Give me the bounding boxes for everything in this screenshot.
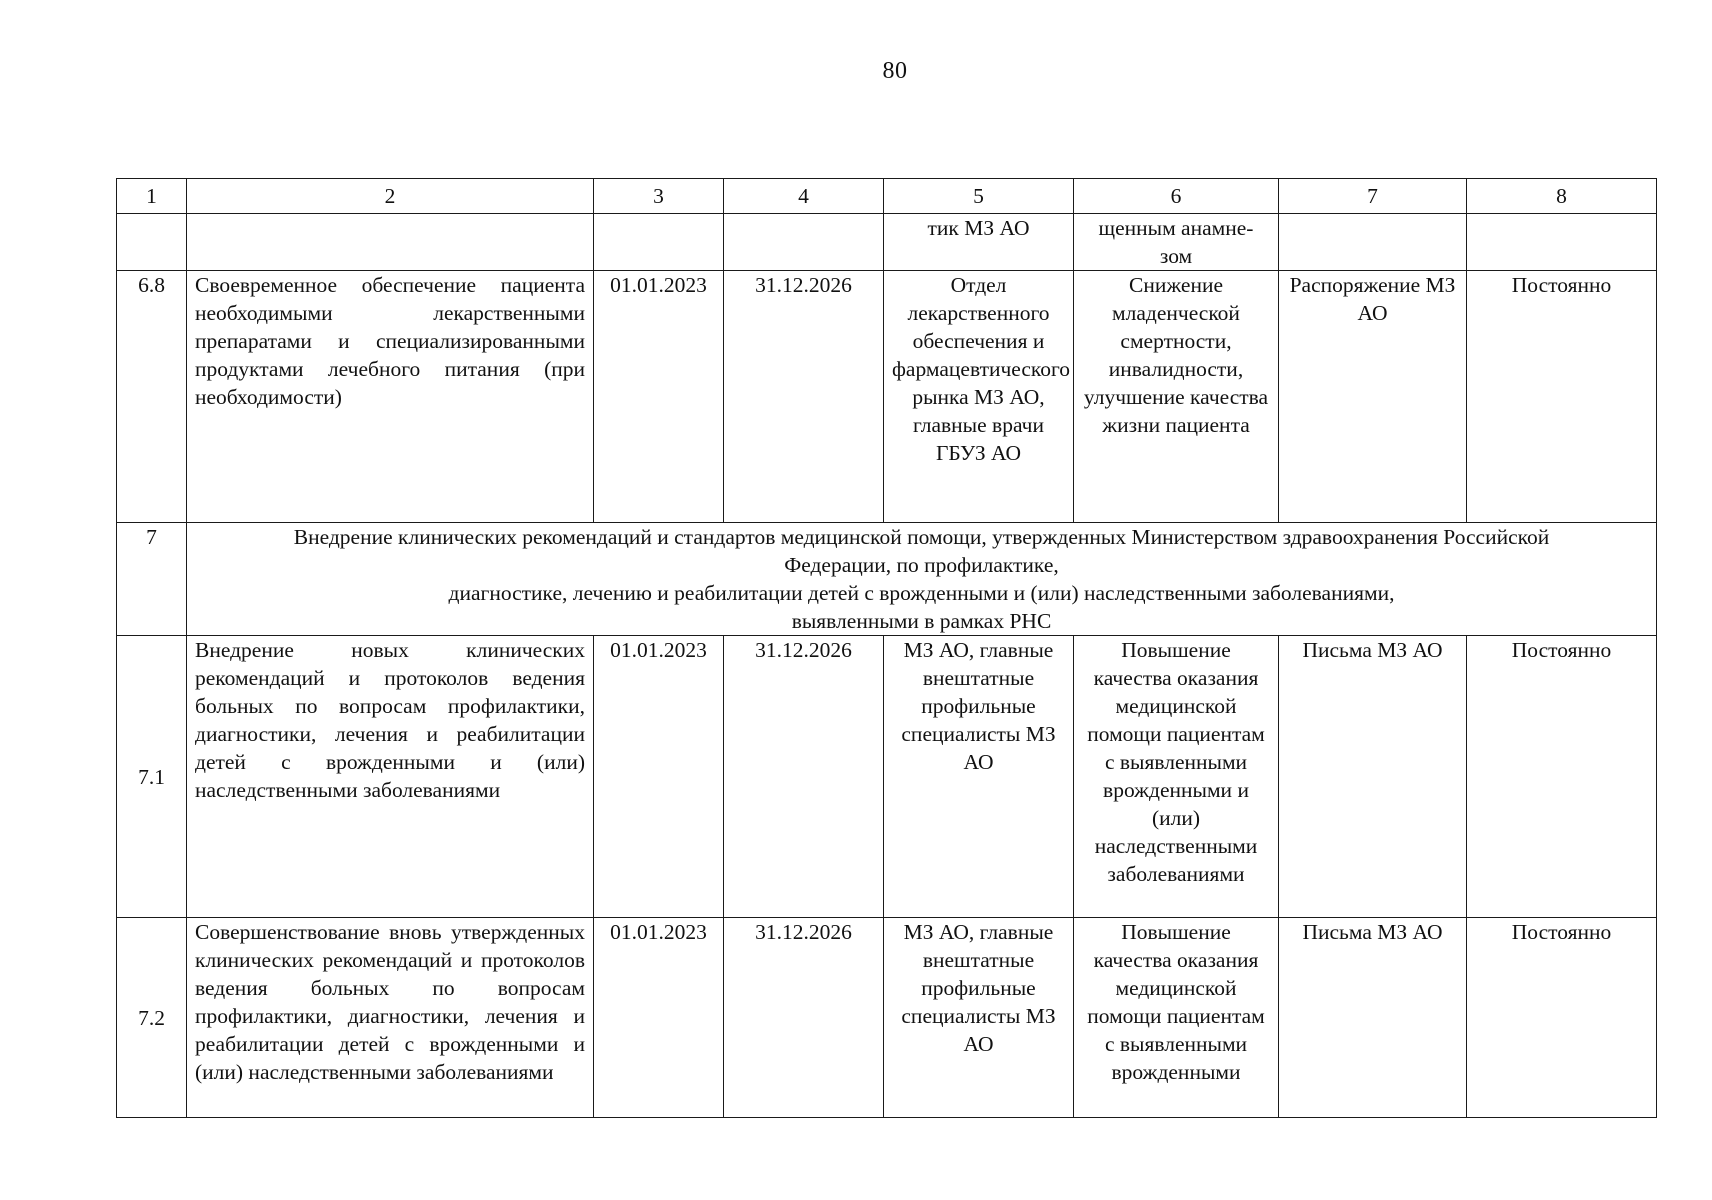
frequency-cell: Постоянно	[1467, 271, 1657, 523]
frequency-cell: Постоянно	[1467, 636, 1657, 918]
result-text: щенным анамне-	[1098, 216, 1254, 240]
column-header: 7	[1279, 179, 1467, 214]
column-header: 2	[187, 179, 594, 214]
section-title-line: Внедрение клинических рекомендаций и стандартов медицинской помощи, утвержденных Министерством здравоохранения Российской	[293, 525, 1550, 549]
table-header-row	[117, 179, 1657, 214]
row-number: 7.2	[117, 918, 187, 1118]
section-title-line: Федерации, по профилактике,	[784, 553, 1059, 577]
result-cell	[1074, 214, 1279, 271]
page-number: 80	[882, 58, 908, 84]
result-cell: Повышение качества оказания медицинской помощи пациентам с выявленными врожденными	[1074, 918, 1279, 1118]
table-row-continuation	[117, 214, 1657, 271]
table-cell	[187, 214, 594, 271]
end-date-cell: 31.12.2026	[724, 918, 884, 1118]
column-header: 3	[594, 179, 724, 214]
activity-cell: Внедрение новых клинических рекомендаций и протоколов ведения больных по вопросам профилактики, диагностики, лечения и реабилитации детей с врожденными и (или) наследственными заболеваниями	[187, 636, 594, 918]
row-number: 7	[117, 523, 187, 636]
start-date-cell: 01.01.2023	[594, 636, 724, 918]
document-cell: Письма МЗ АО	[1279, 918, 1467, 1118]
document-cell: Письма МЗ АО	[1279, 636, 1467, 918]
column-header: 5	[884, 179, 1074, 214]
column-header: 6	[1074, 179, 1279, 214]
end-date-cell: 31.12.2026	[724, 271, 884, 523]
measures-table	[116, 178, 1657, 1118]
section-title	[187, 523, 1657, 636]
column-header: 4	[724, 179, 884, 214]
column-header: 8	[1467, 179, 1657, 214]
row-number: 7.1	[117, 636, 187, 918]
responsible-cell: тик МЗ АО	[884, 214, 1074, 271]
table-cell	[117, 214, 187, 271]
row-number: 6.8	[117, 271, 187, 523]
end-date-cell: 31.12.2026	[724, 636, 884, 918]
table-row-6-8	[117, 271, 1657, 523]
result-cell: Повышение качества оказания медицинской помощи пациентам с выявленными врожденными и (или) наследственными заболеваниями	[1074, 636, 1279, 918]
frequency-cell: Постоянно	[1467, 918, 1657, 1118]
activity-cell: Своевременное обеспечение пациента необходимыми лекарственными препаратами и специализированными продуктами лечебного питания (при необходимости)	[187, 271, 594, 523]
section-row-7	[117, 523, 1657, 636]
table-cell	[594, 214, 724, 271]
responsible-cell: Отдел лекарственного обеспечения и фармацевтического рынка МЗ АО, главные врачи ГБУЗ АО	[884, 271, 1074, 523]
section-title-line: выявленными в рамках РНС	[791, 609, 1052, 633]
responsible-cell: МЗ АО, главные внештатные профильные специалисты МЗ АО	[884, 636, 1074, 918]
table-row-7-1	[117, 636, 1657, 918]
table-cell	[1279, 214, 1467, 271]
table-cell	[1467, 214, 1657, 271]
column-header: 1	[117, 179, 187, 214]
result-text: зом	[1159, 244, 1193, 268]
section-title-line: диагностике, лечению и реабилитации детей с врожденными и (или) наследственными заболеваниями,	[448, 581, 1395, 605]
document-cell: Распоряжение МЗ АО	[1279, 271, 1467, 523]
activity-cell: Совершенствование вновь утвержденных клинических рекомендаций и протоколов ведения больных по вопросам профилактики, диагностики, лечения и реабилитации детей с врожденными и (или) наследственными заболеваниями	[187, 918, 594, 1118]
responsible-cell: МЗ АО, главные внештатные профильные специалисты МЗ АО	[884, 918, 1074, 1118]
table-row-7-2	[117, 918, 1657, 1118]
table-cell	[724, 214, 884, 271]
start-date-cell: 01.01.2023	[594, 918, 724, 1118]
start-date-cell: 01.01.2023	[594, 271, 724, 523]
result-cell: Снижение младенческой смертности, инвалидности, улучшение качества жизни пациента	[1074, 271, 1279, 523]
